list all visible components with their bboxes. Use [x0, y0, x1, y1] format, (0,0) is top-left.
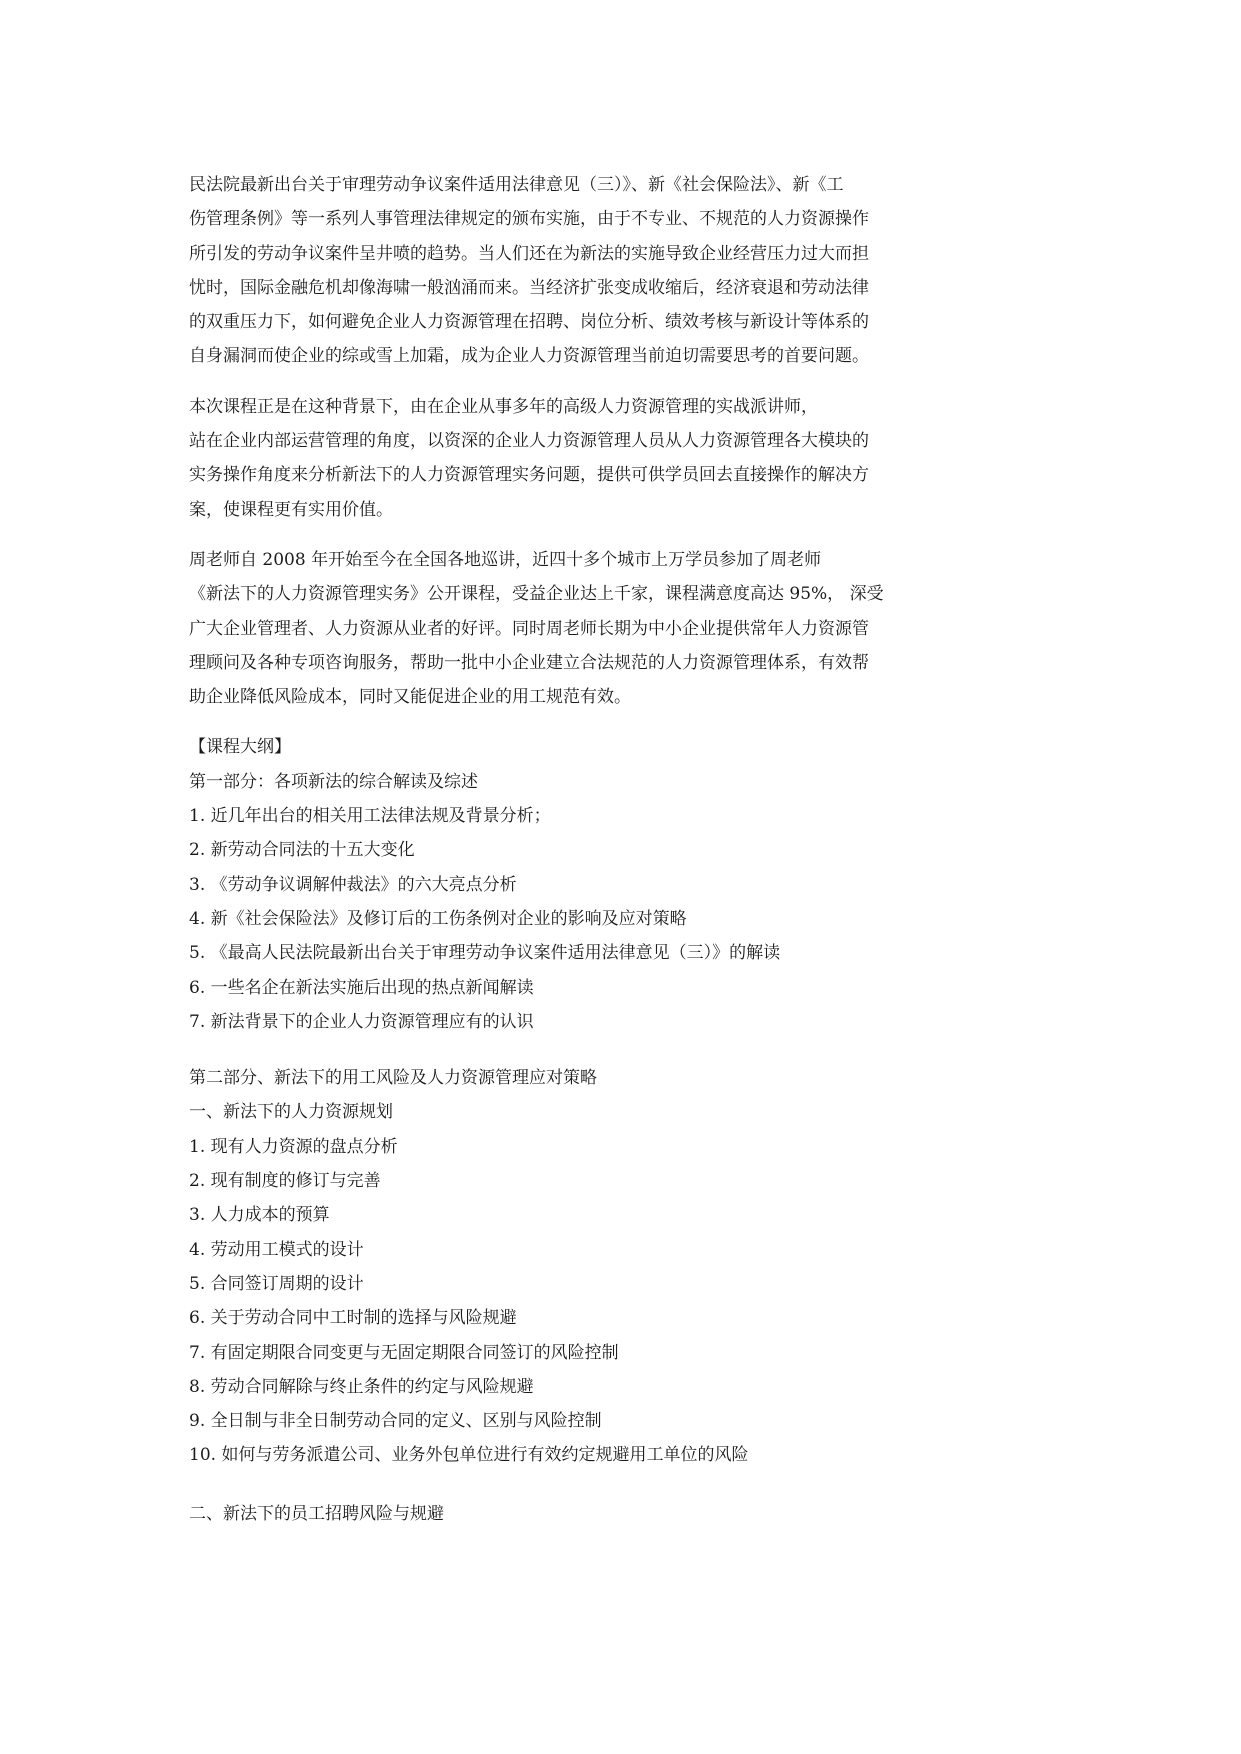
list-item: 8. 劳动合同解除与终止条件的约定与风险规避 [189, 1376, 534, 1397]
text-line: 助企业降低风险成本，同时又能促进企业的用工规范有效。 [189, 687, 631, 708]
course-outline [189, 730, 949, 1531]
list-item: 5. 合同签订周期的设计 [189, 1273, 364, 1294]
text-line: 忧时，国际金融危机却像海啸一般汹涌而来。当经济扩张变成收缩后，经济衰退和劳动法律 [189, 277, 869, 298]
part-1-title: 第一部分：各项新法的综合解读及综述 [189, 771, 478, 792]
text-line: 所引发的劳动争议案件呈井喷的趋势。当人们还在为新法的实施导致企业经营压力过大而担 [189, 243, 869, 264]
text-line: 伤管理条例》等一系列人事管理法律规定的颁布实施，由于不专业、不规范的人力资源操作 [189, 209, 869, 230]
text-line: 自身漏洞而使企业的综或雪上加霜，成为企业人力资源管理当前迫切需要思考的首要问题。 [189, 346, 869, 367]
text-line: 本次课程正是在这种背景下，由在企业从事多年的高级人力资源管理的实战派讲师， [189, 396, 818, 417]
text-line: 的双重压力下，如何避免企业人力资源管理在招聘、岗位分析、绩效考核与新设计等体系的 [189, 312, 869, 333]
text-line: 周老师自 2008 年开始至今在全国各地巡讲，近四十多个城市上万学员参加了周老师 [189, 549, 822, 570]
section-2-title: 二、新法下的员工招聘风险与规避 [189, 1503, 444, 1524]
list-item: 1. 近几年出台的相关用工法律法规及背景分析； [189, 806, 551, 827]
text-line: 民法院最新出台关于审理劳动争议案件适用法律意见（三）》、新《社会保险法》、新《工 [189, 175, 844, 195]
text-line: 站在企业内部运营管理的角度，以资深的企业人力资源管理人员从人力资源管理各大模块的 [189, 431, 869, 452]
list-item: 6. 关于劳动合同中工时制的选择与风险规避 [189, 1308, 517, 1329]
list-item: 7. 有固定期限合同变更与无固定期限合同签订的风险控制 [189, 1342, 619, 1363]
list-item: 2. 新劳动合同法的十五大变化 [189, 840, 415, 861]
text-line: 《新法下的人力资源管理实务》公开课程，受益企业达上千家，课程满意度高达 95%， 深受 [189, 584, 884, 605]
intro-paragraph-1 [189, 168, 949, 374]
text-line: 实务操作角度来分析新法下的人力资源管理实务问题，提供可供学员回去直接操作的解决方 [189, 465, 869, 486]
document-body [189, 168, 949, 1531]
list-item: 5. 《最高人民法院最新出台关于审理劳动争议案件适用法律意见（三）》的解读 [189, 943, 781, 964]
list-item: 9. 全日制与非全日制劳动合同的定义、区别与风险控制 [189, 1411, 602, 1432]
list-item: 4. 新《社会保险法》及修订后的工伤条例对企业的影响及应对策略 [189, 908, 687, 929]
outline-heading: 【课程大纲】 [189, 737, 291, 758]
list-item: 2. 现有制度的修订与完善 [189, 1171, 381, 1192]
list-item: 7. 新法背景下的企业人力资源管理应有的认识 [189, 1011, 534, 1032]
list-item: 6. 一些名企在新法实施后出现的热点新闻解读 [189, 977, 534, 998]
text-line: 广大企业管理者、人力资源从业者的好评。同时周老师长期为中小企业提供常年人力资源管 [189, 618, 869, 639]
part-2-title: 第二部分、新法下的用工风险及人力资源管理应对策略 [189, 1068, 597, 1089]
list-item: 10. 如何与劳务派遣公司、业务外包单位进行有效约定规避用工单位的风险 [189, 1445, 749, 1466]
list-item: 4. 劳动用工模式的设计 [189, 1239, 364, 1260]
intro-paragraph-2 [189, 390, 949, 527]
intro-paragraph-3 [189, 543, 949, 714]
text-line: 理顾问及各种专项咨询服务，帮助一批中小企业建立合法规范的人力资源管理体系，有效帮 [189, 652, 869, 673]
list-item: 1. 现有人力资源的盘点分析 [189, 1136, 398, 1157]
text-line: 案，使课程更有实用价值。 [189, 499, 393, 520]
section-1-title: 一、新法下的人力资源规划 [189, 1102, 393, 1123]
list-item: 3. 人力成本的预算 [189, 1205, 330, 1226]
list-item: 3. 《劳动争议调解仲裁法》的六大亮点分析 [189, 874, 517, 895]
